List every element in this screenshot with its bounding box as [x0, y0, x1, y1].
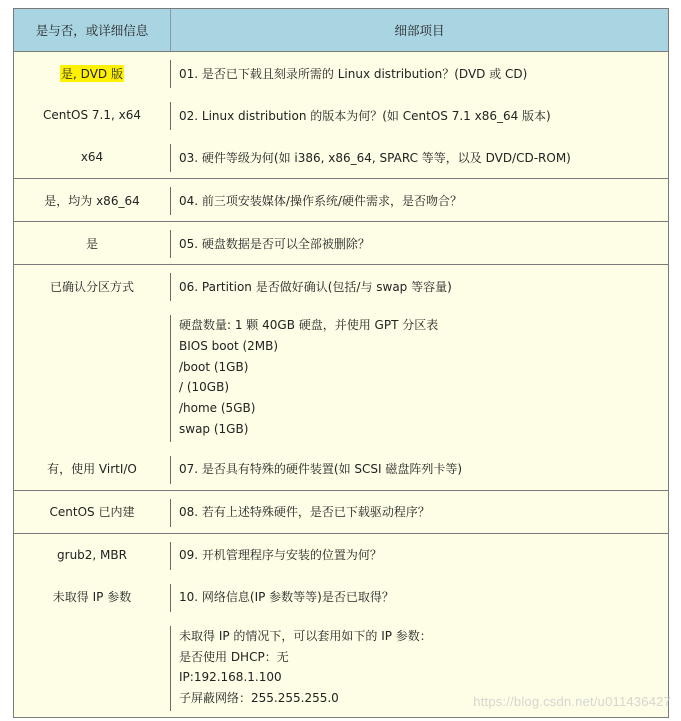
detail-line: /boot (1GB): [179, 359, 249, 374]
header-item: 细部项目: [394, 23, 445, 38]
table-block: [14, 222, 668, 265]
table-row: [14, 265, 668, 307]
table-row: [14, 94, 668, 136]
answer-cell: grub2, MBR: [57, 547, 127, 562]
detail-line: /home (5GB): [179, 401, 256, 416]
item-cell: 05. 硬盘数据是否可以全部被删除？: [179, 236, 370, 251]
detail-line: BIOS boot (2MB): [179, 338, 279, 353]
item-cell: 08. 若有上述特殊硬件，是否已下载驱动程序？: [179, 505, 430, 520]
table-block: [14, 491, 668, 534]
column-divider: [170, 230, 171, 258]
answer-cell: 是，均为 x86_64: [44, 193, 140, 208]
column-divider: [170, 273, 171, 301]
checklist-table: [13, 8, 669, 718]
detail-line: 未取得 IP 的情况下，可以套用如下的 IP 参数：: [179, 628, 432, 643]
partition-details: [170, 307, 668, 448]
answer-cell: 是: [85, 236, 98, 251]
item-cell: 01. 是否已下载且刻录所需的 Linux distribution？(DVD 或 CD): [179, 66, 528, 81]
detail-line: swap (1GB): [179, 421, 249, 436]
table-row: [14, 136, 668, 178]
item-cell: 10. 网络信息(IP 参数等等)是否已取得？: [179, 590, 394, 605]
answer-cell: CentOS 7.1, x64: [42, 108, 142, 122]
answer-cell: 未取得 IP 参数: [52, 590, 132, 605]
detail-line: 子屏蔽网络：255.255.255.0: [179, 691, 339, 706]
table-block: [14, 52, 668, 179]
answer-cell: 有，使用 VirtI/O: [47, 462, 137, 477]
table-header: [14, 9, 668, 52]
table-row: [14, 448, 668, 490]
column-divider: [170, 102, 171, 130]
table-block: [14, 534, 668, 717]
detail-line: IP:192.168.1.100: [179, 670, 282, 685]
detail-line: 硬盘数量: 1 颗 40GB 硬盘，并使用 GPT 分区表: [179, 318, 439, 332]
answer-cell: [14, 52, 170, 94]
column-divider: [170, 456, 171, 484]
column-divider: [170, 499, 171, 527]
column-divider: [170, 584, 171, 612]
answer-cell: x64: [80, 150, 104, 164]
table-row: [14, 222, 668, 264]
detail-line: / (10GB): [179, 380, 230, 395]
table-row: [14, 491, 668, 533]
column-divider: [170, 60, 171, 88]
column-divider: [170, 187, 171, 215]
highlighted-answer: 是, DVD 版: [61, 66, 123, 81]
column-divider: [170, 144, 171, 172]
table-row: [14, 576, 668, 618]
item-cell: 07. 是否具有特殊的硬件装置(如 SCSI 磁盘阵列卡等): [179, 462, 463, 477]
column-divider: [170, 626, 171, 711]
item-cell: 02. Linux distribution 的版本为何？(如 CentOS 7.1 x86_64 版本): [179, 108, 551, 123]
partition-detail-row: [14, 307, 668, 448]
table-block: [14, 265, 668, 491]
item-cell: 03. 硬件等级为何(如 i386, x86_64, SPARC 等等，以及 DVD/CD-ROM): [179, 150, 571, 165]
answer-cell: [14, 307, 170, 448]
item-cell: 09. 开机管理程序与安装的位置为何？: [179, 548, 382, 563]
answer-cell: 已确认分区方式: [49, 279, 134, 294]
answer-cell: CentOS 已内建: [49, 505, 135, 520]
header-answer: 是与否，或详细信息: [14, 9, 171, 51]
item-cell: 06. Partition 是否做好确认(包括/与 swap 等容量): [179, 279, 452, 294]
column-divider: [170, 315, 171, 442]
table-row: [14, 179, 668, 221]
table-row: [14, 52, 668, 94]
column-divider: [170, 542, 171, 570]
watermark: https://blog.csdn.net/u011436427: [473, 694, 671, 709]
table-row: [14, 534, 668, 576]
table-block: [14, 179, 668, 222]
item-cell: 04. 前三项安装媒体/操作系统/硬件需求，是否吻合？: [179, 193, 462, 208]
answer-cell: [14, 618, 170, 717]
detail-line: 是否使用 DHCP：无: [179, 649, 289, 664]
